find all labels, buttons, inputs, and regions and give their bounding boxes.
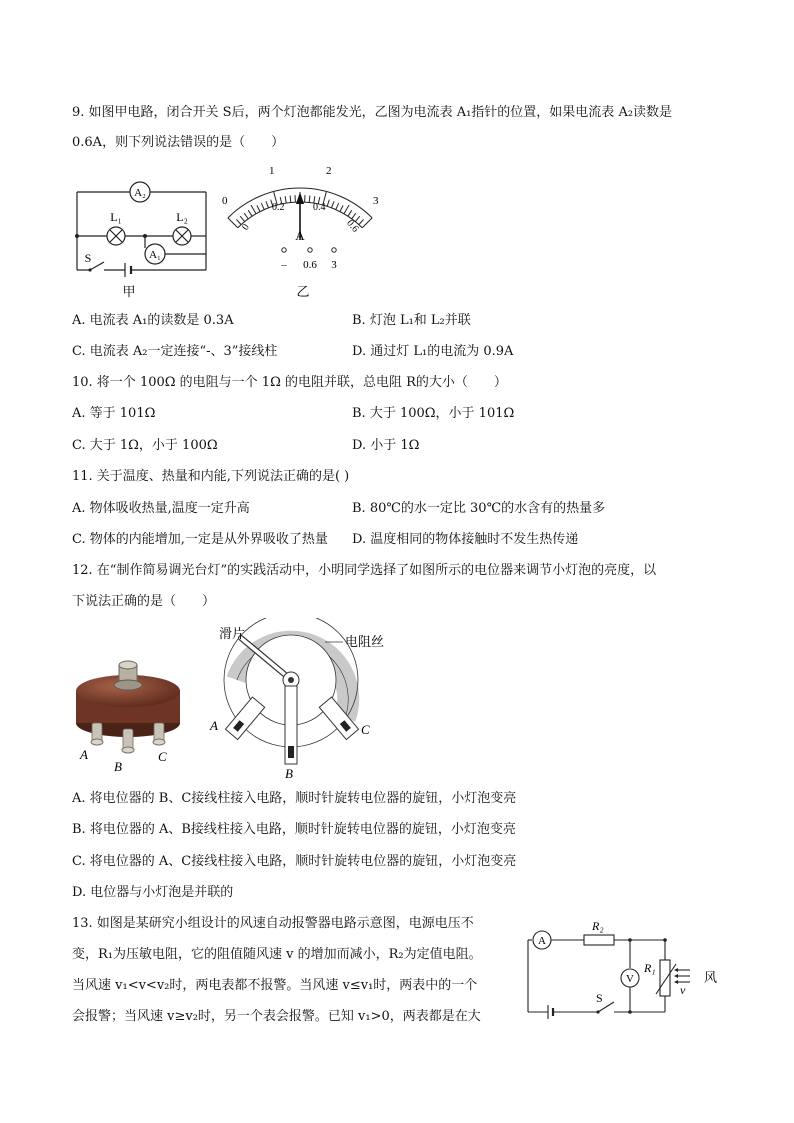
- q10-option-b: B. 大于 100Ω，小于 101Ω: [352, 406, 515, 421]
- dial-tick: [344, 205, 349, 214]
- q13-stem-line3: 当风速 v₁<v<v₂时，两电表都不报警。当风速 v≤v₁时，两表中的一个: [72, 978, 478, 993]
- dial-tick: [309, 196, 310, 203]
- dial-tick: [240, 216, 244, 221]
- q9-stem-line2: 0.6A，则下列说法错误的是（ ）: [72, 135, 285, 150]
- dial-tick: [340, 205, 343, 211]
- q12-option-a: A. 将电位器的 B、C接线柱接入电路，顺时针旋转电位器的旋钮，小灯泡变亮: [72, 791, 517, 806]
- dial-tick: [228, 218, 238, 228]
- q13-wind-alarm-circuit: [520, 912, 730, 1027]
- dial-tick: [248, 210, 252, 216]
- dial-tick: [236, 219, 241, 224]
- q10-option-d: D. 小于 1Ω: [352, 438, 420, 453]
- dial-tick: [244, 213, 248, 219]
- wind-label: 风: [704, 970, 718, 985]
- dial-top-label: 0: [222, 195, 228, 207]
- switch-s-label: S: [596, 991, 603, 1005]
- photo-label-a: A: [80, 747, 88, 762]
- dial-tick: [359, 219, 364, 224]
- terminal-label: 0.6: [303, 259, 317, 271]
- voltmeter-label: V: [626, 973, 634, 985]
- l2-label: L₂: [176, 210, 188, 224]
- slider-label: 滑片: [219, 626, 246, 641]
- terminal-label: –: [281, 259, 287, 271]
- q11-option-c: C. 物体的内能增加,一定是从外界吸收了热量: [72, 532, 328, 547]
- q11-option-a: A. 物体吸收热量,温度一定升高: [72, 501, 250, 516]
- q12-potentiometer-photo: [70, 645, 195, 780]
- dial-top-label: 1: [269, 165, 275, 177]
- v-label: v: [680, 983, 686, 997]
- q9-stem-line1: 9. 如图甲电路，闭合开关 S后，两个灯泡都能发光，乙图为电流表 A₁指针的位置，如果电流表 A₂读数是: [72, 105, 673, 120]
- dial-tick: [261, 203, 264, 209]
- q12-stem-line1: 12. 在“制作简易调光台灯”的实践活动中，小明同学选择了如图所示的电位器来调节小灯泡的亮度，以: [72, 563, 657, 578]
- dial-bottom-label: 0.4: [313, 202, 326, 213]
- photo-label-b: B: [114, 759, 122, 774]
- q13-stem-line1: 13. 如图是某研究小组设计的风速自动报警器电路示意图，电源电压不: [72, 916, 474, 931]
- q12-stem-line2: 下说法正确的是（ ）: [72, 594, 216, 609]
- q9-option-a: A. 电流表 A₁的读数是 0.3A: [72, 313, 234, 328]
- dial-tick: [348, 210, 352, 216]
- dial-tick: [285, 196, 286, 203]
- a2-label: A₂: [134, 187, 146, 199]
- q10-stem: 10. 将一个 100Ω 的电阻与一个 1Ω 的电阻并联，总电阻 R的大小（ ）: [72, 375, 507, 390]
- terminal-a-label: A: [210, 718, 218, 733]
- dial-tick: [362, 218, 372, 228]
- q10-option-c: C. 大于 1Ω，小于 100Ω: [72, 438, 218, 453]
- q12-option-b: B. 将电位器的 A、B接线柱接入电路，顺时针旋转电位器的旋钮，小灯泡变亮: [72, 822, 516, 837]
- caption-yi: 乙: [296, 284, 310, 299]
- terminal-c-label: C: [361, 722, 370, 737]
- dial-top-label: 3: [373, 195, 379, 207]
- dial-tick: [257, 205, 260, 211]
- q11-option-d: D. 温度相同的物体接触时不发生热传递: [352, 532, 579, 547]
- q9-option-b: B. 灯泡 L₁和 L₂并联: [352, 313, 471, 328]
- r1-label: R₁: [644, 961, 656, 975]
- l1-label: L₁: [110, 210, 122, 224]
- a1-label: A₁: [149, 249, 161, 261]
- q11-option-b: B. 80℃的水一定比 30℃的水含有的热量多: [352, 501, 606, 516]
- switch-label: S: [84, 251, 92, 265]
- dial-tick: [290, 196, 291, 203]
- dial-tick: [266, 201, 269, 208]
- dial-tick: [251, 205, 256, 214]
- dial-tick: [336, 203, 339, 209]
- q9-ammeter-dial-yi: [212, 158, 392, 303]
- q10-option-a: A. 等于 101Ω: [72, 406, 156, 421]
- q11-stem: 11. 关于温度、热量和内能,下列说法正确的是( ): [72, 469, 350, 484]
- dial-bottom-label: 0.6: [344, 217, 361, 235]
- dial-top-label: 2: [326, 165, 332, 177]
- q13-stem-line4: 会报警；当风速 v≥v₂时，另一个表会报警。已知 v₁>0，两表都是在大: [72, 1009, 481, 1024]
- q12-potentiometer-diagram: [205, 618, 405, 783]
- q12-option-d: D. 电位器与小灯泡是并联的: [72, 885, 234, 900]
- dial-bottom-label: 0: [240, 222, 252, 233]
- dial-unit: A: [295, 228, 305, 243]
- q9-option-d: D. 通过灯 L₁的电流为 0.9A: [352, 344, 514, 359]
- dial-tick: [332, 201, 335, 208]
- photo-label-c: C: [158, 749, 167, 764]
- ammeter-label: A: [538, 935, 546, 947]
- q9-option-c: C. 电流表 A₂一定连接“-、3”接线柱: [72, 344, 278, 359]
- q13-stem-line2: 变，R₁为压敏电阻，它的阻值随风速 v 的增加而减小，R₂为定值电阻。: [72, 947, 482, 962]
- dial-bottom-label: 0.2: [272, 202, 285, 213]
- r2-label: R₂: [592, 919, 604, 933]
- terminal-label: 3: [331, 259, 337, 271]
- dial-tick: [327, 200, 329, 207]
- q12-option-c: C. 将电位器的 A、C接线柱接入电路，顺时针旋转电位器的旋钮，小灯泡变亮: [72, 854, 517, 869]
- caption-jia: 甲: [122, 284, 136, 299]
- wire-label: 电阻丝: [345, 634, 385, 649]
- q9-circuit-jia: [70, 170, 215, 300]
- terminal-b-label: B: [285, 766, 293, 781]
